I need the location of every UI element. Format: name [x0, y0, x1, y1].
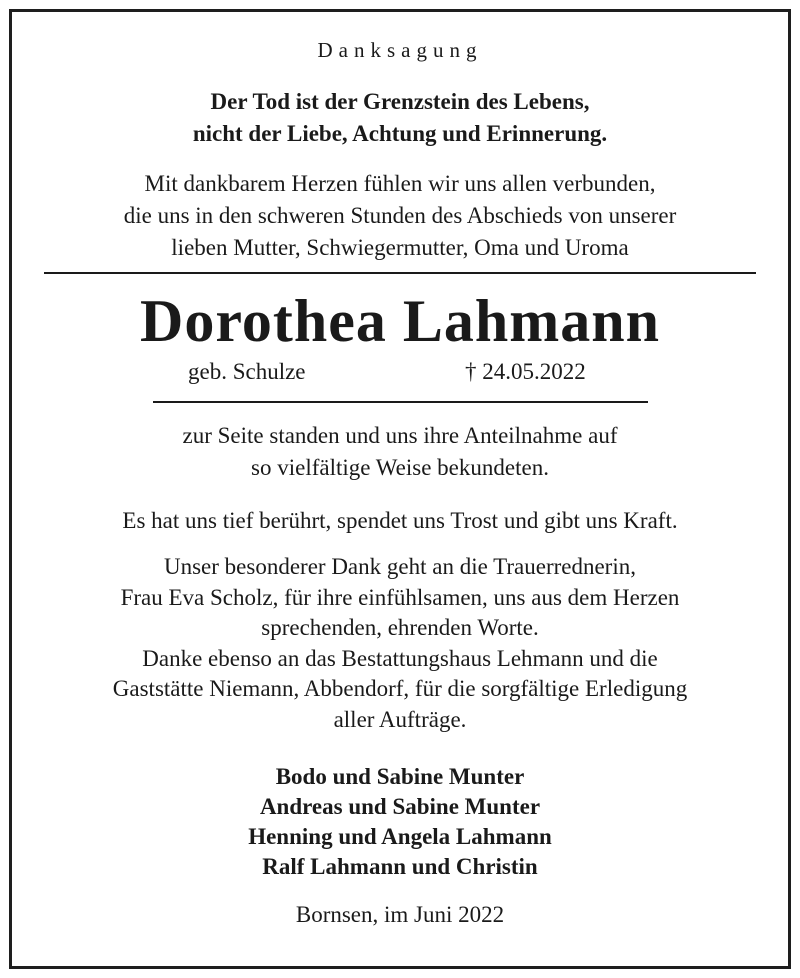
death-date: † 24.05.2022: [465, 359, 586, 384]
motto: [0, 86, 800, 150]
signatory: Bodo und Sabine Munter: [275, 764, 525, 789]
paragraph-comfort: [0, 505, 800, 537]
paragraph-line: so vielfältige Weise bekundeten.: [251, 455, 549, 480]
paragraph-line: sprechenden, ehrenden Worte.: [261, 615, 539, 640]
paragraph-thanks: [0, 552, 800, 735]
signatories: [0, 762, 800, 882]
paragraph-line: Unser besonderer Dank geht an die Trauerrednerin,: [164, 554, 636, 579]
paragraph-line: zur Seite standen und uns ihre Anteilnahme auf: [182, 423, 618, 448]
signatory: Henning und Angela Lahmann: [248, 824, 552, 849]
intro-line: die uns in den schweren Stunden des Abschieds von unserer: [123, 203, 677, 228]
signatory: Ralf Lahmann und Christin: [262, 854, 538, 879]
divider-bottom: [153, 401, 648, 403]
intro-text: [0, 168, 800, 264]
intro-line: Mit dankbarem Herzen fühlen wir uns allen verbunden,: [144, 171, 656, 196]
notice-heading: Danksagung: [317, 38, 483, 62]
paragraph-line: Danke ebenso an das Bestattungshaus Lehmann und die: [142, 645, 658, 671]
divider-top: [44, 272, 756, 274]
paragraph-line: Gaststätte Niemann, Abbendorf, für die sorgfältige Erledigung: [112, 676, 688, 701]
place-date: Bornsen, im Juni 2022: [295, 902, 505, 927]
intro-line: lieben Mutter, Schwiegermutter, Oma und Uroma: [171, 235, 629, 260]
paragraph-line: Frau Eva Scholz, für ihre einfühlsamen, uns aus dem Herzen: [120, 584, 680, 610]
signatory: Andreas und Sabine Munter: [259, 794, 541, 819]
birth-name: geb. Schulze: [188, 359, 306, 384]
motto-line: Der Tod ist der Grenzstein des Lebens,: [210, 89, 590, 114]
paragraph-support: [0, 420, 800, 484]
motto-line: nicht der Liebe, Achtung und Erinnerung.: [192, 121, 608, 146]
deceased-name: Dorothea Lahmann: [140, 288, 660, 354]
paragraph-line: Es hat uns tief berührt, spendet uns Trost und gibt uns Kraft.: [122, 508, 678, 533]
paragraph-line: aller Aufträge.: [333, 706, 467, 732]
